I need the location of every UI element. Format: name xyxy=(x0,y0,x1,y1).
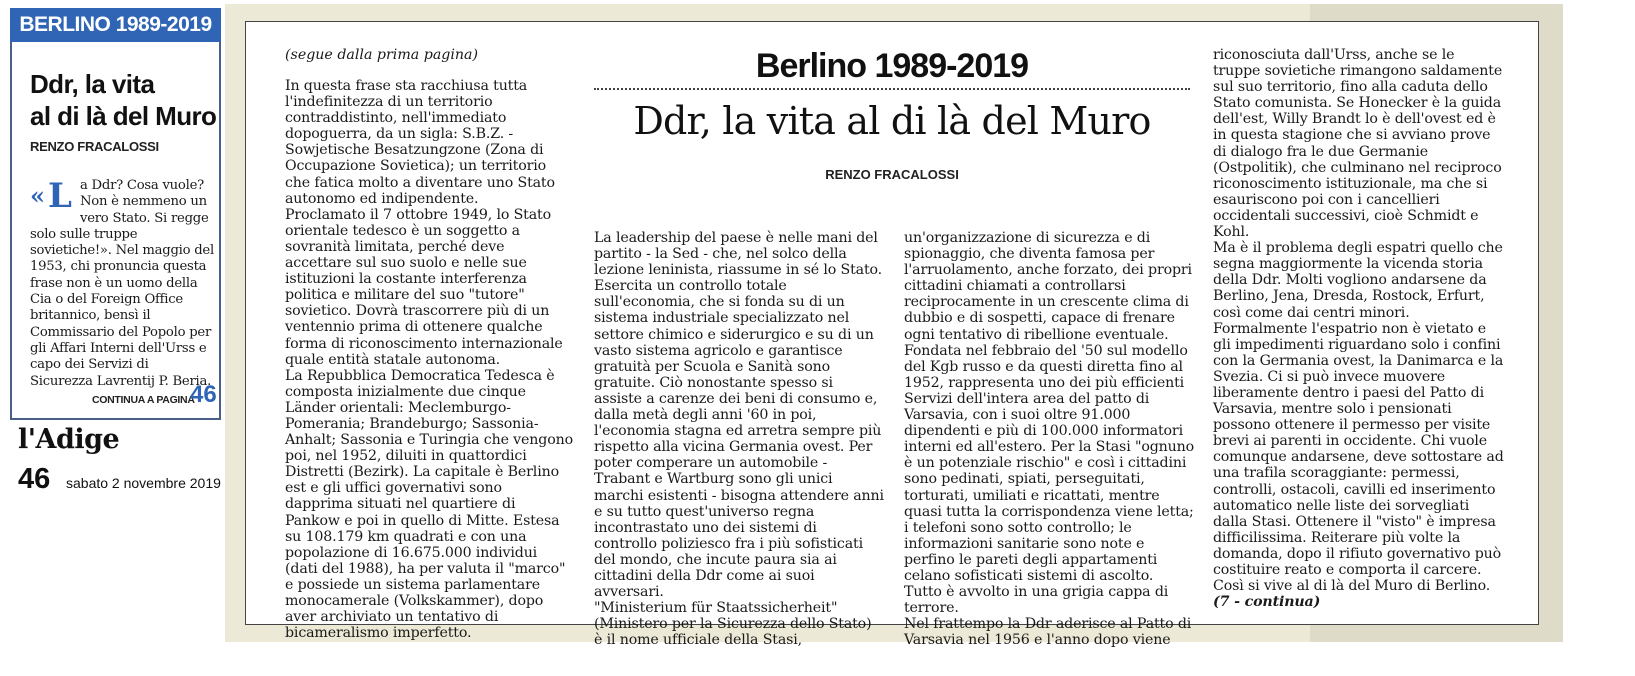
teaser-continue-page[interactable]: 46 xyxy=(190,381,217,408)
page-date: sabato 2 novembre 2019 xyxy=(66,475,221,491)
teaser-body: a Ddr? Cosa vuole? Non è nemmeno un vero Stato. Si regge solo sulle truppe sovietiche!». Nel maggio del 1953, chi pronuncia questa frase non è un uomo della Cia o del Foreign Office britannico, bensì il Commissario del Popolo per gli Affari Interni dell'Urss e capo dei Servizi di Sicurezza Lavrentij P. Beria. xyxy=(30,178,214,389)
paragraph: un'organizzazione di sicurezza e di spionaggio, che diventa famosa per l'arruolamento, anche forzato, dei propri cittadini chiamati a controllarsi reciprocamente in un crescente clima di dubbio e di sospetti, capace di frenare ogni tentativo di ribellione eventuale. xyxy=(904,230,1192,343)
teaser-dropcap: L xyxy=(48,176,72,216)
masthead-logo: l'Adige xyxy=(18,424,120,455)
paragraph: Formalmente l'espatrio non è vietato e gli impedimenti riguardano solo i confini con la Germania ovest, la Danimarca e la Svezia. Ci si può invece muovere liberamente dentro i paesi del Patto di Varsavia, mentre solo i pensionati possono ottenere il permesso per visite brevi ai parenti in occidente. Chi vuole comunque andarsene, deve sottostare ad una trafila scoraggiante: permessi, controlli, ostacoli, cavilli ed inserimento automatico nelle liste dei sorvegliati dalla Stasi. Ottenere il "visto" è impresa difficilissima. Reiterare più volte la domanda, dopo il rifiuto governativo può costituire reato e comporta il carcere. xyxy=(1213,320,1504,578)
paragraph: La Repubblica Democratica Tedesca è composta inizialmente due cinque Länder orientali: Meclemburgo-Pomerania; Brandeburgo; Sassonia-Anhalt; Sassonia e Turingia che vengono poi, nel 1952, diluiti in quattordici Distretti (Bezirk). La capitale è Berlino est e gli uffici governativi sono dapprima situati nel quartiere di Pankow e poi in quello di Mitte. Estesa su 108.179 km quadrati e con una popolazione di 16.675.000 individui (dati del 1988), ha per valuta il "marco" e possiede un sistema parlamentare monocamerale (Volkskammer), dopo aver archiviato un tentativo di bicameralismo imperfetto. xyxy=(285,367,573,642)
article-column-4 xyxy=(1213,47,1505,610)
teaser-author: RENZO FRACALOSSI xyxy=(30,139,159,154)
paragraph: Fondata nel febbraio del '50 sul modello del Kgb russo e da questi diretta fino al 1952, rappresenta uno dei più efficienti Servizi dell'intera area del patto di Varsavia, con i suoi oltre 91.000 dipendenti e più di 100.000 informatori interni ed all'estero. Per la Stasi "ognuno è un potenziale rischio" e così i cittadini sono pedinati, spiati, perseguitati, torturati, umiliati e ricattati, mentre quasi tutta la corrispondenza viene letta; i telefoni sono sotto controllo; le informazioni sanitarie sono note e perfino le pareti degli appartamenti celano sofisticati sistemi di ascolto. Tutto è avvolto in una grigia cappa di terrore. xyxy=(904,342,1194,617)
teaser-title[interactable] xyxy=(30,68,220,132)
paragraph: Così si vive al di là del Muro di Berlino. xyxy=(1213,578,1491,595)
article-column-1 xyxy=(285,78,573,641)
paragraph: riconosciuta dall'Urss, anche se le truppe sovietiche rimangono saldamente sul suo territorio, fino alla caduta dello Stato comunista. Se Honecker è la guida dell'est, Willy Brandt lo è dell'ovest ed è in questa stagione che si avviano prove di dialogo fra le due Germanie (Ostpolitik), che culminano nel reciproco riconoscimento istituzionale, ma che si esauriscono poi con i cancellieri occidentali successivi, cioè Schmidt e Kohl. xyxy=(1213,47,1503,241)
dotted-rule xyxy=(594,88,1190,90)
teaser-banner: BERLINO 1989-2019 xyxy=(10,8,221,42)
page-number: 46 xyxy=(18,463,51,495)
article-byline: RENZO FRACALOSSI xyxy=(825,167,959,182)
article-column-2 xyxy=(594,230,884,648)
paragraph: Ma è il problema degli espatri quello che segna maggiormente la vicenda storia della Ddr. Molti vogliono andarsene da Berlino, Jena, Dresda, Rostock, Erfurt, così come dai centri minori. xyxy=(1213,240,1503,321)
segue-note: (segue dalla prima pagina) xyxy=(285,47,479,63)
paragraph: "Ministerium für Staatssicherheit" (Ministero per la Sicurezza dello Stato) è il nome ufficiale della Stasi, xyxy=(594,600,872,649)
paragraph: Nel frattempo la Ddr aderisce al Patto di Varsavia nel 1956 e l'anno dopo viene xyxy=(904,616,1192,649)
paragraph: Proclamato il 7 ottobre 1949, lo Stato orientale tedesco è un soggetto a sovranità limitata, perché deve accettare sul suo suolo e nelle sue istituzioni la costante interferenza politica e militare del suo "tutore" sovietico. Dovrà trascorrere più di un ventennio prima di ottenere qualche forma di riconoscimento internazionale quale entità statale autonoma. xyxy=(285,206,563,368)
teaser-continue-link[interactable]: CONTINUA A PAGINA xyxy=(92,394,195,406)
teaser-title-line1: Ddr, la vita xyxy=(30,69,155,99)
dropcap-spacer xyxy=(30,178,80,226)
article-headline: Ddr, la vita al di là del Muro xyxy=(633,99,1151,143)
teaser-text xyxy=(30,178,215,390)
teaser-quote-mark: « xyxy=(30,181,45,210)
continuation-note: (7 - continua) xyxy=(1213,594,1321,611)
article-kicker: Berlino 1989-2019 xyxy=(755,47,1029,85)
paragraph: In questa frase sta racchiusa tutta l'indefinitezza di un territorio contraddistinto, nell'immediato dopoguerra, da un sigla: S.B.Z. - Sowjetische Besatzungzone (Zona di Occupazione Sovietica); un territorio che fatica molto a diventare uno Stato autonomo ed indipendente. xyxy=(285,78,555,207)
teaser-title-line2: al di là del Muro xyxy=(30,101,217,131)
paragraph: La leadership del paese è nelle mani del partito - la Sed - che, nel solco della lezione leninista, riassume in sé lo Stato. Esercita un controllo totale sull'economia, che si fonda su di un sistema industriale specializzato nel settore chimico e siderurgico e su di un vasto sistema agricolo e garantisce gratuità per Scuola e Sanità sono gratuite. Ciò nonostante spesso si assiste a carenze dei beni di consumo e, dalla metà degli anni '60 in poi, l'economia stagna ed arretra sempre più rispetto alla vicina Germania ovest. Per poter comperare un automobile - Trabant e Wartburg sono gli unici marchi esistenti - bisogna attendere anni e su tutto quest'universo regna incontrastato uno dei sistemi di controllo poliziesco fra i più sofisticati del mondo, che incute paura sia ai cittadini della Ddr come ai suoi avversari. xyxy=(594,230,884,601)
article-column-3 xyxy=(904,230,1194,648)
